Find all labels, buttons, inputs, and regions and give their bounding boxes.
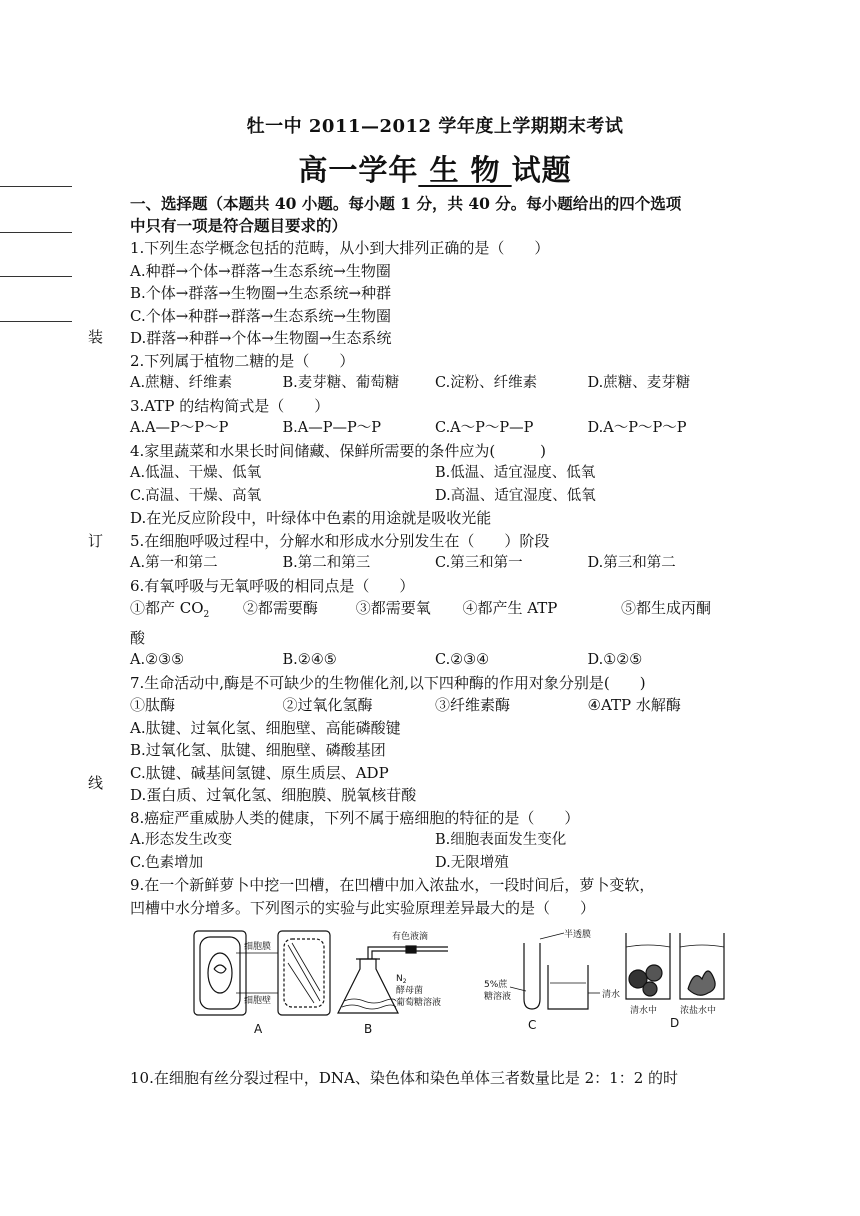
exam-title <box>130 148 740 189</box>
question-6-item-1: ①都产 $CO_2$ <box>130 599 210 620</box>
question-8-option-c: C.色素增加 <box>130 854 204 871</box>
question-2-stem: 2.下列属于植物二糖的是（ ） <box>130 351 355 370</box>
question-4-stem: 4.家里蔬菜和水果长时间储藏、保鲜所需要的条件应为( ) <box>130 441 547 460</box>
figure-letter-b: B <box>364 1022 373 1036</box>
question-6-options <box>130 649 740 672</box>
question-8-options-row2 <box>130 852 740 875</box>
question-1-option-d: D.群落→种群→个体→生物圈→生态系统 <box>130 329 392 347</box>
question-3-option-d: D.A～P～P～P <box>587 420 687 436</box>
question-7-option-c: C.肽键、碱基间氢键、原生质层、ADP <box>130 763 389 782</box>
binding-char-zhuang: 装 <box>88 328 104 346</box>
question-3-option-c: C.A～P～P—P <box>435 420 534 436</box>
question-7-option-a: A.肽键、过氧化氢、细胞壁、高能磷酸键 <box>130 718 401 737</box>
subject-label: 生 物 <box>418 153 512 187</box>
question-6-option-c: C.②③④ <box>435 652 490 668</box>
question-3-option-a: A.A—P～P～P <box>130 420 229 436</box>
question-7-item-1: ①肽酶 <box>130 696 176 714</box>
binding-line-1 <box>0 186 72 187</box>
label-in-salt: 浓盐水中 <box>680 1006 717 1016</box>
question-8-option-d: D.无限增殖 <box>435 854 509 871</box>
question-8-option-b: B.细胞表面发生变化 <box>435 832 567 848</box>
question-9-stem-line1: 9.在一个新鲜萝卜中挖一凹槽，在凹槽中加入浓盐水，一段时间后，萝卜变软， <box>130 876 655 894</box>
question-5-option-d: D.第三和第二 <box>587 555 676 571</box>
section-heading <box>130 193 740 237</box>
label-sucrose-1: 5%蔗 <box>484 980 508 990</box>
question-6-option-a: A.②③⑤ <box>130 652 185 668</box>
question-1-option-c: C.个体→种群→群落→生态系统→生物圈 <box>130 306 391 325</box>
figure-letter-c: C <box>528 1018 537 1032</box>
question-2-option-d: D.蔗糖、麦芽糖 <box>587 375 691 391</box>
label-semipermeable: 半透膜 <box>564 930 592 940</box>
question-6-stem: 6.有氧呼吸与无氧呼吸的相同点是（ ） <box>130 576 415 595</box>
question-1-option-b: B.个体→群落→生物圈→生态系统→种群 <box>130 284 392 302</box>
question-4-extra: D.在光反应阶段中，叶绿体中色素的用途就是吸收光能 <box>130 509 492 527</box>
label-membrane: 细胞膜 <box>244 942 272 952</box>
figure-letter-a: A <box>254 1022 263 1036</box>
exam-page <box>130 112 740 1090</box>
question-4-option-d: D.高温、适宜湿度、低氧 <box>435 487 596 504</box>
question-7-item-3: ③纤维素酶 <box>435 696 511 714</box>
label-yeast: 酵母菌 <box>396 986 424 996</box>
label-glucose: 葡萄糖溶液 <box>396 998 442 1008</box>
question-9-figure <box>192 929 732 1039</box>
label-sucrose-2: 糖溶液 <box>484 992 512 1002</box>
question-6-item-3: ③都需要氧 <box>355 599 431 617</box>
question-6-option-d: D.①②⑤ <box>587 652 643 668</box>
question-7-option-d: D.蛋白质、过氧化氢、细胞膜、脱氧核苷酸 <box>130 786 417 804</box>
figure-d-beakers <box>626 933 724 999</box>
question-7-items <box>130 694 740 717</box>
question-3-option-b: B.A—P—P～P <box>282 420 382 436</box>
binding-char-ding: 订 <box>88 532 104 550</box>
question-6-option-b: B.②④⑤ <box>282 652 337 668</box>
school-line: 牡一中 2011—2012 学年度上学期期末考试 <box>246 116 624 137</box>
question-7-stem: 7.生命活动中,酶是不可缺少的生物催化剂,以下四种酶的作用对象分别是( ) <box>130 673 646 692</box>
question-5-option-c: C.第三和第一 <box>435 555 523 571</box>
question-3-options <box>130 417 740 440</box>
figure-c-osmometer <box>510 933 600 1009</box>
question-2-option-c: C.淀粉、纤维素 <box>435 375 538 391</box>
section-heading-line1: 一、选择题（本题共 40 小题。每小题 1 分，共 40 分。每小题给出的四个选项 <box>130 194 682 213</box>
label-in-water: 清水中 <box>630 1006 658 1016</box>
question-4-option-c: C.高温、干燥、高氧 <box>130 487 262 504</box>
question-8-options-row1 <box>130 829 740 852</box>
question-2-options <box>130 372 740 395</box>
question-9-stem-line2: 凹槽中水分增多。下列图示的实验与此实验原理差异最大的是（ ） <box>130 898 596 917</box>
question-6-items <box>130 597 740 627</box>
binding-char-xian: 线 <box>88 774 104 792</box>
question-4-options-row2 <box>130 485 740 508</box>
title-suffix: 试题 <box>511 153 572 187</box>
question-6-item-5: ⑤都生成丙酮 <box>621 599 712 617</box>
question-8-option-a: A.形态发生改变 <box>130 832 233 848</box>
question-5-option-a: A.第一和第二 <box>130 555 218 571</box>
binding-line-3 <box>0 276 72 277</box>
figure-letter-d: D <box>670 1016 680 1030</box>
binding-line-4 <box>0 321 72 322</box>
label-water: 清水 <box>602 990 621 1000</box>
question-5-options <box>130 552 740 575</box>
question-4-option-a: A.低温、干燥、低氧 <box>130 465 262 481</box>
label-droplet: 有色液滴 <box>392 932 429 942</box>
question-5-stem: 5.在细胞呼吸过程中，分解水和形成水分别发生在（ ）阶段 <box>130 531 550 550</box>
binding-line-2 <box>0 232 72 233</box>
question-5-option-b: B.第二和第三 <box>282 555 371 571</box>
question-4-option-b: B.低温、适宜湿度、低氧 <box>435 465 596 481</box>
question-2-option-a: A.蔗糖、纤维素 <box>130 375 233 391</box>
question-10-stem: 10.在细胞有丝分裂过程中，DNA、染色体和染色单体三者数量比是 2：1：2 的时 <box>130 1069 679 1087</box>
question-7-item-2: ②过氧化氢酶 <box>282 696 373 714</box>
grade-label: 高一学年 <box>298 153 419 187</box>
label-wall: 细胞壁 <box>244 996 272 1006</box>
experiment-diagrams <box>192 929 732 1039</box>
question-1-stem: 1.下列生态学概念包括的范畴，从小到大排列正确的是（ ） <box>130 239 550 257</box>
question-6-item-4: ④都产生 ATP <box>462 599 558 617</box>
section-heading-line2: 中只有一项是符合题目要求的） <box>130 216 348 235</box>
question-7-item-4: ④ATP 水解酶 <box>587 696 681 714</box>
question-6-item-2: ②都需要酶 <box>242 599 318 617</box>
question-4-options-row1 <box>130 462 740 485</box>
question-8-stem: 8.癌症严重威胁人类的健康，下列不属于癌细胞的特征的是（ ） <box>130 808 580 827</box>
co2-subscript: 2 <box>203 610 210 620</box>
question-2-option-b: B.麦芽糖、葡萄糖 <box>282 375 400 391</box>
label-n2: $N_2$ <box>396 974 407 985</box>
question-1-option-a: A.种群→个体→群落→生态系统→生物圈 <box>130 261 391 280</box>
question-7-option-b: B.过氧化氢、肽键、细胞壁、磷酸基团 <box>130 741 386 759</box>
question-3-stem: 3.ATP 的结构简式是（ ） <box>130 396 330 415</box>
question-6-wrap: 酸 <box>130 628 146 647</box>
